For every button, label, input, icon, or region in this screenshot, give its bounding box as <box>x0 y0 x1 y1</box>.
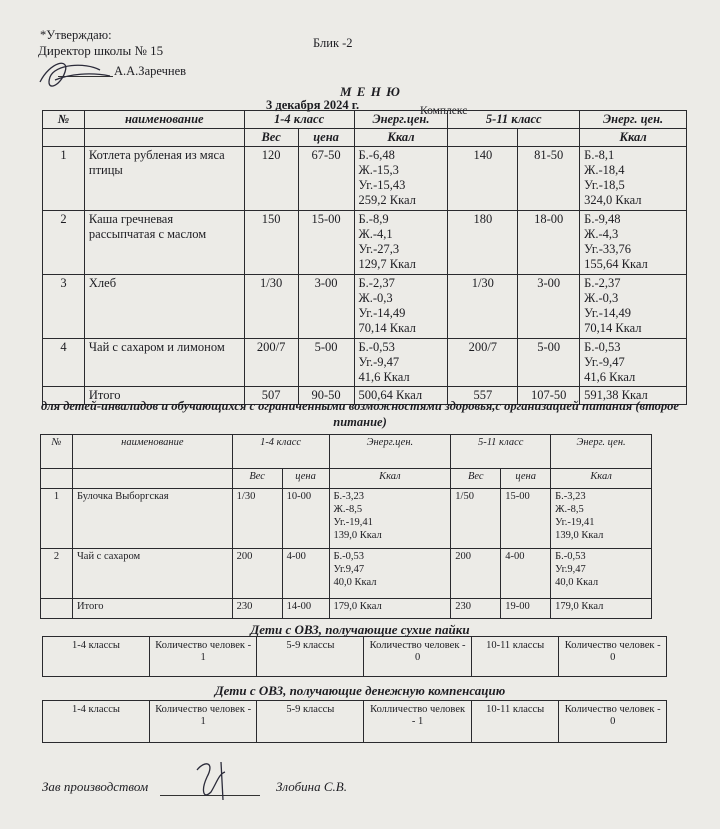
total-label: Итого <box>72 599 232 619</box>
table-row <box>41 489 652 549</box>
price-2: 81-50 <box>518 147 580 211</box>
table-row <box>43 147 687 211</box>
price: 67-50 <box>298 147 354 211</box>
col-energy-1: Энерг.цен. <box>329 435 451 469</box>
dish-name: Булочка Выборгская <box>72 489 232 549</box>
row-num: 1 <box>41 489 73 549</box>
dish-name: Чай с сахаром и лимоном <box>84 339 244 387</box>
col-price: цена <box>282 469 329 489</box>
table-row <box>43 275 687 339</box>
footer-signature-icon <box>185 752 245 807</box>
col-energy-1: Энерг.цен. <box>354 111 448 129</box>
dish-name: Каша гречневая рассыпчатая с маслом <box>84 211 244 275</box>
dish-name: Чай с сахаром <box>72 549 232 599</box>
weight-2: 1/50 <box>451 489 501 549</box>
section-title-dry-rations: Дети с ОВЗ, получающие сухие пайки <box>250 622 470 637</box>
complex-label: Комплекс <box>420 105 468 117</box>
total-row <box>41 599 652 619</box>
weight: 200/7 <box>244 339 298 387</box>
grade-1-4: 1-4 классы <box>43 701 150 743</box>
energy: Б.-8,9 Ж.-4,1 Уг.-27,3 129,7 Ккал <box>354 211 448 275</box>
section-title-compensation: Дети с ОВЗ, получающие денежную компенсацию <box>214 683 506 698</box>
director-signature-icon <box>30 52 120 96</box>
count-5-9: Количество человек - 0 <box>364 637 472 677</box>
col-kcal-2: Ккал <box>580 129 687 147</box>
energy: Б.-2,37 Ж.-0,3 Уг.-14,49 70,14 Ккал <box>354 275 448 339</box>
price-2: 15-00 <box>501 489 551 549</box>
weight-2: 180 <box>448 211 518 275</box>
section-title-disabled: для детей-инвалидов и обучающихся с ограниченными возможностями здоровья,с организацией питания (второе питание) <box>41 399 679 429</box>
row-num: 2 <box>43 211 85 275</box>
dish-name: Хлеб <box>84 275 244 339</box>
col-weight: Вес <box>244 129 298 147</box>
grade-5-9: 5-9 классы <box>257 637 364 677</box>
row-num: 4 <box>43 339 85 387</box>
weight: 150 <box>244 211 298 275</box>
col-kcal-2: Ккал <box>551 469 652 489</box>
col-kcal: Ккал <box>329 469 451 489</box>
energy: Б.-0,53 Уг.9,47 40,0 Ккал <box>329 549 451 599</box>
compensation-table <box>42 700 667 743</box>
price-2: 5-00 <box>518 339 580 387</box>
col-num: № <box>43 111 85 129</box>
energy-2: Б.-8,1 Ж.-18,4 Уг.-18,5 324,0 Ккал <box>580 147 687 211</box>
row-num: 2 <box>41 549 73 599</box>
grade-10-11: 10-11 классы <box>471 637 559 677</box>
price: 5-00 <box>298 339 354 387</box>
total-price-2: 107-50 <box>518 387 580 405</box>
row-num: 3 <box>43 275 85 339</box>
grade-10-11: 10-11 классы <box>471 701 559 743</box>
footer-name: Злобина С.В. <box>276 779 347 794</box>
price: 15-00 <box>298 211 354 275</box>
weight-2: 140 <box>448 147 518 211</box>
total-weight-2: 557 <box>448 387 518 405</box>
price-2: 3-00 <box>518 275 580 339</box>
energy-2: Б.-9,48 Ж.-4,3 Уг.-33,76 155,64 Ккал <box>580 211 687 275</box>
price-2: 18-00 <box>518 211 580 275</box>
total-price-2: 19-00 <box>501 599 551 619</box>
col-energy-2: Энерг. цен. <box>580 111 687 129</box>
weight: 200 <box>232 549 282 599</box>
table-row <box>41 549 652 599</box>
director-label: Директор школы № 15 <box>38 43 164 58</box>
energy: Б.-3,23 Ж.-8,5 Уг.-19,41 139,0 Ккал <box>329 489 451 549</box>
total-price: 14-00 <box>282 599 329 619</box>
total-energy-2: 179,0 Ккал <box>551 599 652 619</box>
price-2: 4-00 <box>501 549 551 599</box>
col-group-1-4: 1-4 класс <box>232 435 329 469</box>
grade-5-9: 5-9 классы <box>257 701 364 743</box>
count-1-4: Количество человек - 1 <box>149 637 257 677</box>
total-energy: 179,0 Ккал <box>329 599 451 619</box>
energy: Б.-6,48 Ж.-15,3 Уг.-15,43 259,2 Ккал <box>354 147 448 211</box>
weight: 120 <box>244 147 298 211</box>
weight-2: 200 <box>451 549 501 599</box>
weight: 1/30 <box>244 275 298 339</box>
price: 3-00 <box>298 275 354 339</box>
total-weight-2: 230 <box>451 599 501 619</box>
blank-label: Блик -2 <box>313 36 353 50</box>
col-weight-2: Вес <box>451 469 501 489</box>
total-energy-2: 591,38 Ккал <box>580 387 687 405</box>
menu-table-disabled <box>40 434 652 619</box>
total-weight: 507 <box>244 387 298 405</box>
total-price: 90-50 <box>298 387 354 405</box>
col-price-2: цена <box>501 469 551 489</box>
grade-1-4: 1-4 классы <box>43 637 150 677</box>
footer-label: Зав производством <box>42 779 149 794</box>
price: 10-00 <box>282 489 329 549</box>
col-num: № <box>41 435 73 469</box>
count-10-11: Количество человек - 0 <box>559 701 667 743</box>
approve-label: *Утверждаю: <box>40 28 112 42</box>
col-group-5-11: 5-11 класс <box>451 435 551 469</box>
count-1-4: Количество человек - 1 <box>149 701 257 743</box>
energy-2: Б.-2,37 Ж.-0,3 Уг.-14,49 70,14 Ккал <box>580 275 687 339</box>
total-label: Итого <box>84 387 244 405</box>
col-kcal: Ккал <box>354 129 448 147</box>
energy-2: Б.-0,53 Уг.9,47 40,0 Ккал <box>551 549 652 599</box>
price: 4-00 <box>282 549 329 599</box>
count-5-9: Колличество человек - 1 <box>364 701 472 743</box>
count-10-11: Количество человек - 0 <box>559 637 667 677</box>
weight-2: 200/7 <box>448 339 518 387</box>
dry-rations-table <box>42 636 667 677</box>
table-row <box>43 211 687 275</box>
total-weight: 230 <box>232 599 282 619</box>
page-title: М Е Н Ю <box>340 84 401 99</box>
row-num: 1 <box>43 147 85 211</box>
col-group-5-11: 5-11 класс <box>448 111 580 129</box>
energy-2: Б.-3,23 Ж.-8,5 Уг.-19,41 139,0 Ккал <box>551 489 652 549</box>
menu-table-main <box>42 110 687 405</box>
total-energy: 500,64 Ккал <box>354 387 448 405</box>
dish-name: Котлета рубленая из мяса птицы <box>84 147 244 211</box>
weight-2: 1/30 <box>448 275 518 339</box>
table-row <box>43 339 687 387</box>
weight: 1/30 <box>232 489 282 549</box>
col-name: наименование <box>84 111 244 129</box>
energy: Б.-0,53 Уг.-9,47 41,6 Ккал <box>354 339 448 387</box>
col-price: цена <box>298 129 354 147</box>
col-group-1-4: 1-4 класс <box>244 111 354 129</box>
director-name: А.А.Заречнев <box>114 64 187 78</box>
col-name: наименование <box>72 435 232 469</box>
col-weight: Вес <box>232 469 282 489</box>
energy-2: Б.-0,53 Уг.-9,47 41,6 Ккал <box>580 339 687 387</box>
col-energy-2: Энерг. цен. <box>551 435 652 469</box>
menu-date: 3 декабря 2024 г. <box>266 98 360 112</box>
